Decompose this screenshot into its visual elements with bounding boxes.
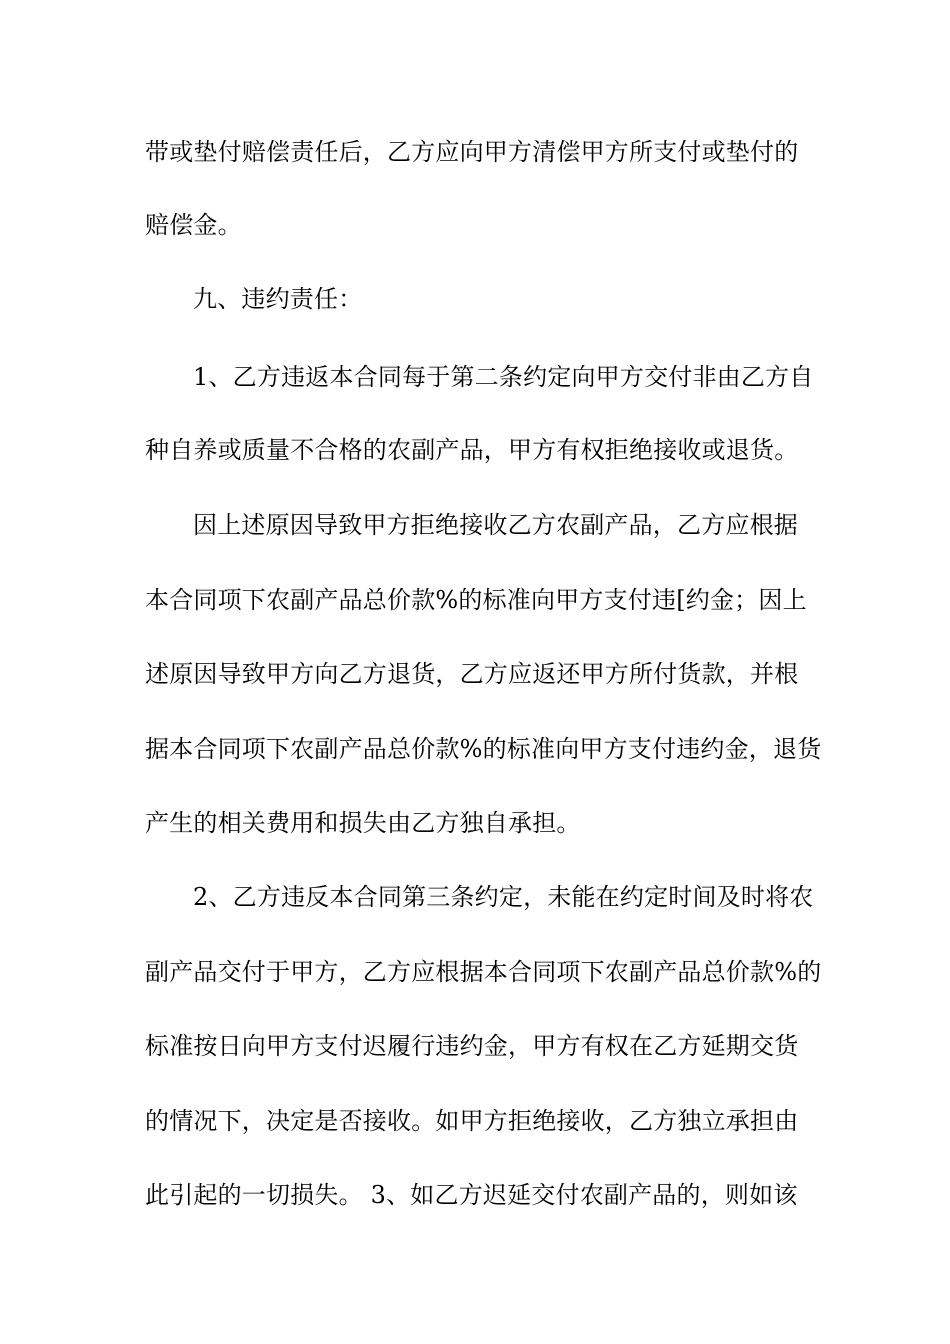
text-line-1: 带或垫付赔偿责任后，乙方应向甲方清偿甲方所支付或垫付的	[145, 138, 799, 166]
text-line-5: 种自养或质量不合格的农副产品，甲方有权拒绝接收或退货。	[145, 436, 799, 464]
text-line-2: 赔偿金。	[145, 211, 242, 239]
text-line-14: 的情况下，决定是否接收。如甲方拒绝接收，乙方独立承担由	[145, 1107, 799, 1135]
section-heading: 九、违约责任：	[193, 285, 363, 313]
text-line-10: 产生的相关费用和损失由乙方独自承担。	[145, 809, 581, 837]
text-line-13: 标准按日向甲方支付迟履行违约金，甲方有权在乙方延期交货	[145, 1032, 799, 1060]
text-line-8: 述原因导致甲方向乙方退货，乙方应返还甲方所付货款，并根	[145, 660, 799, 688]
text-line-6: 因上述原因导致甲方拒绝接收乙方农副产品，乙方应根据	[193, 511, 798, 539]
text-line-7: 本合同项下农副产品总价款%的标准向甲方支付违[约金；因上	[145, 586, 807, 614]
text-line-9: 据本合同项下农副产品总价款%的标准向甲方支付违约金，退货	[145, 735, 822, 763]
text-line-11: 2、乙方违反本合同第三条约定，未能在约定时间及时将农	[193, 883, 814, 911]
text-line-4: 1、乙方违返本合同每于第二条约定向甲方交付非由乙方自	[193, 363, 814, 391]
text-line-12: 副产品交付于甲方，乙方应根据本合同项下农副产品总价款%的	[145, 958, 822, 986]
text-line-15: 此引起的一切损失。 3、如乙方迟延交付农副产品的，则如该	[145, 1181, 798, 1209]
